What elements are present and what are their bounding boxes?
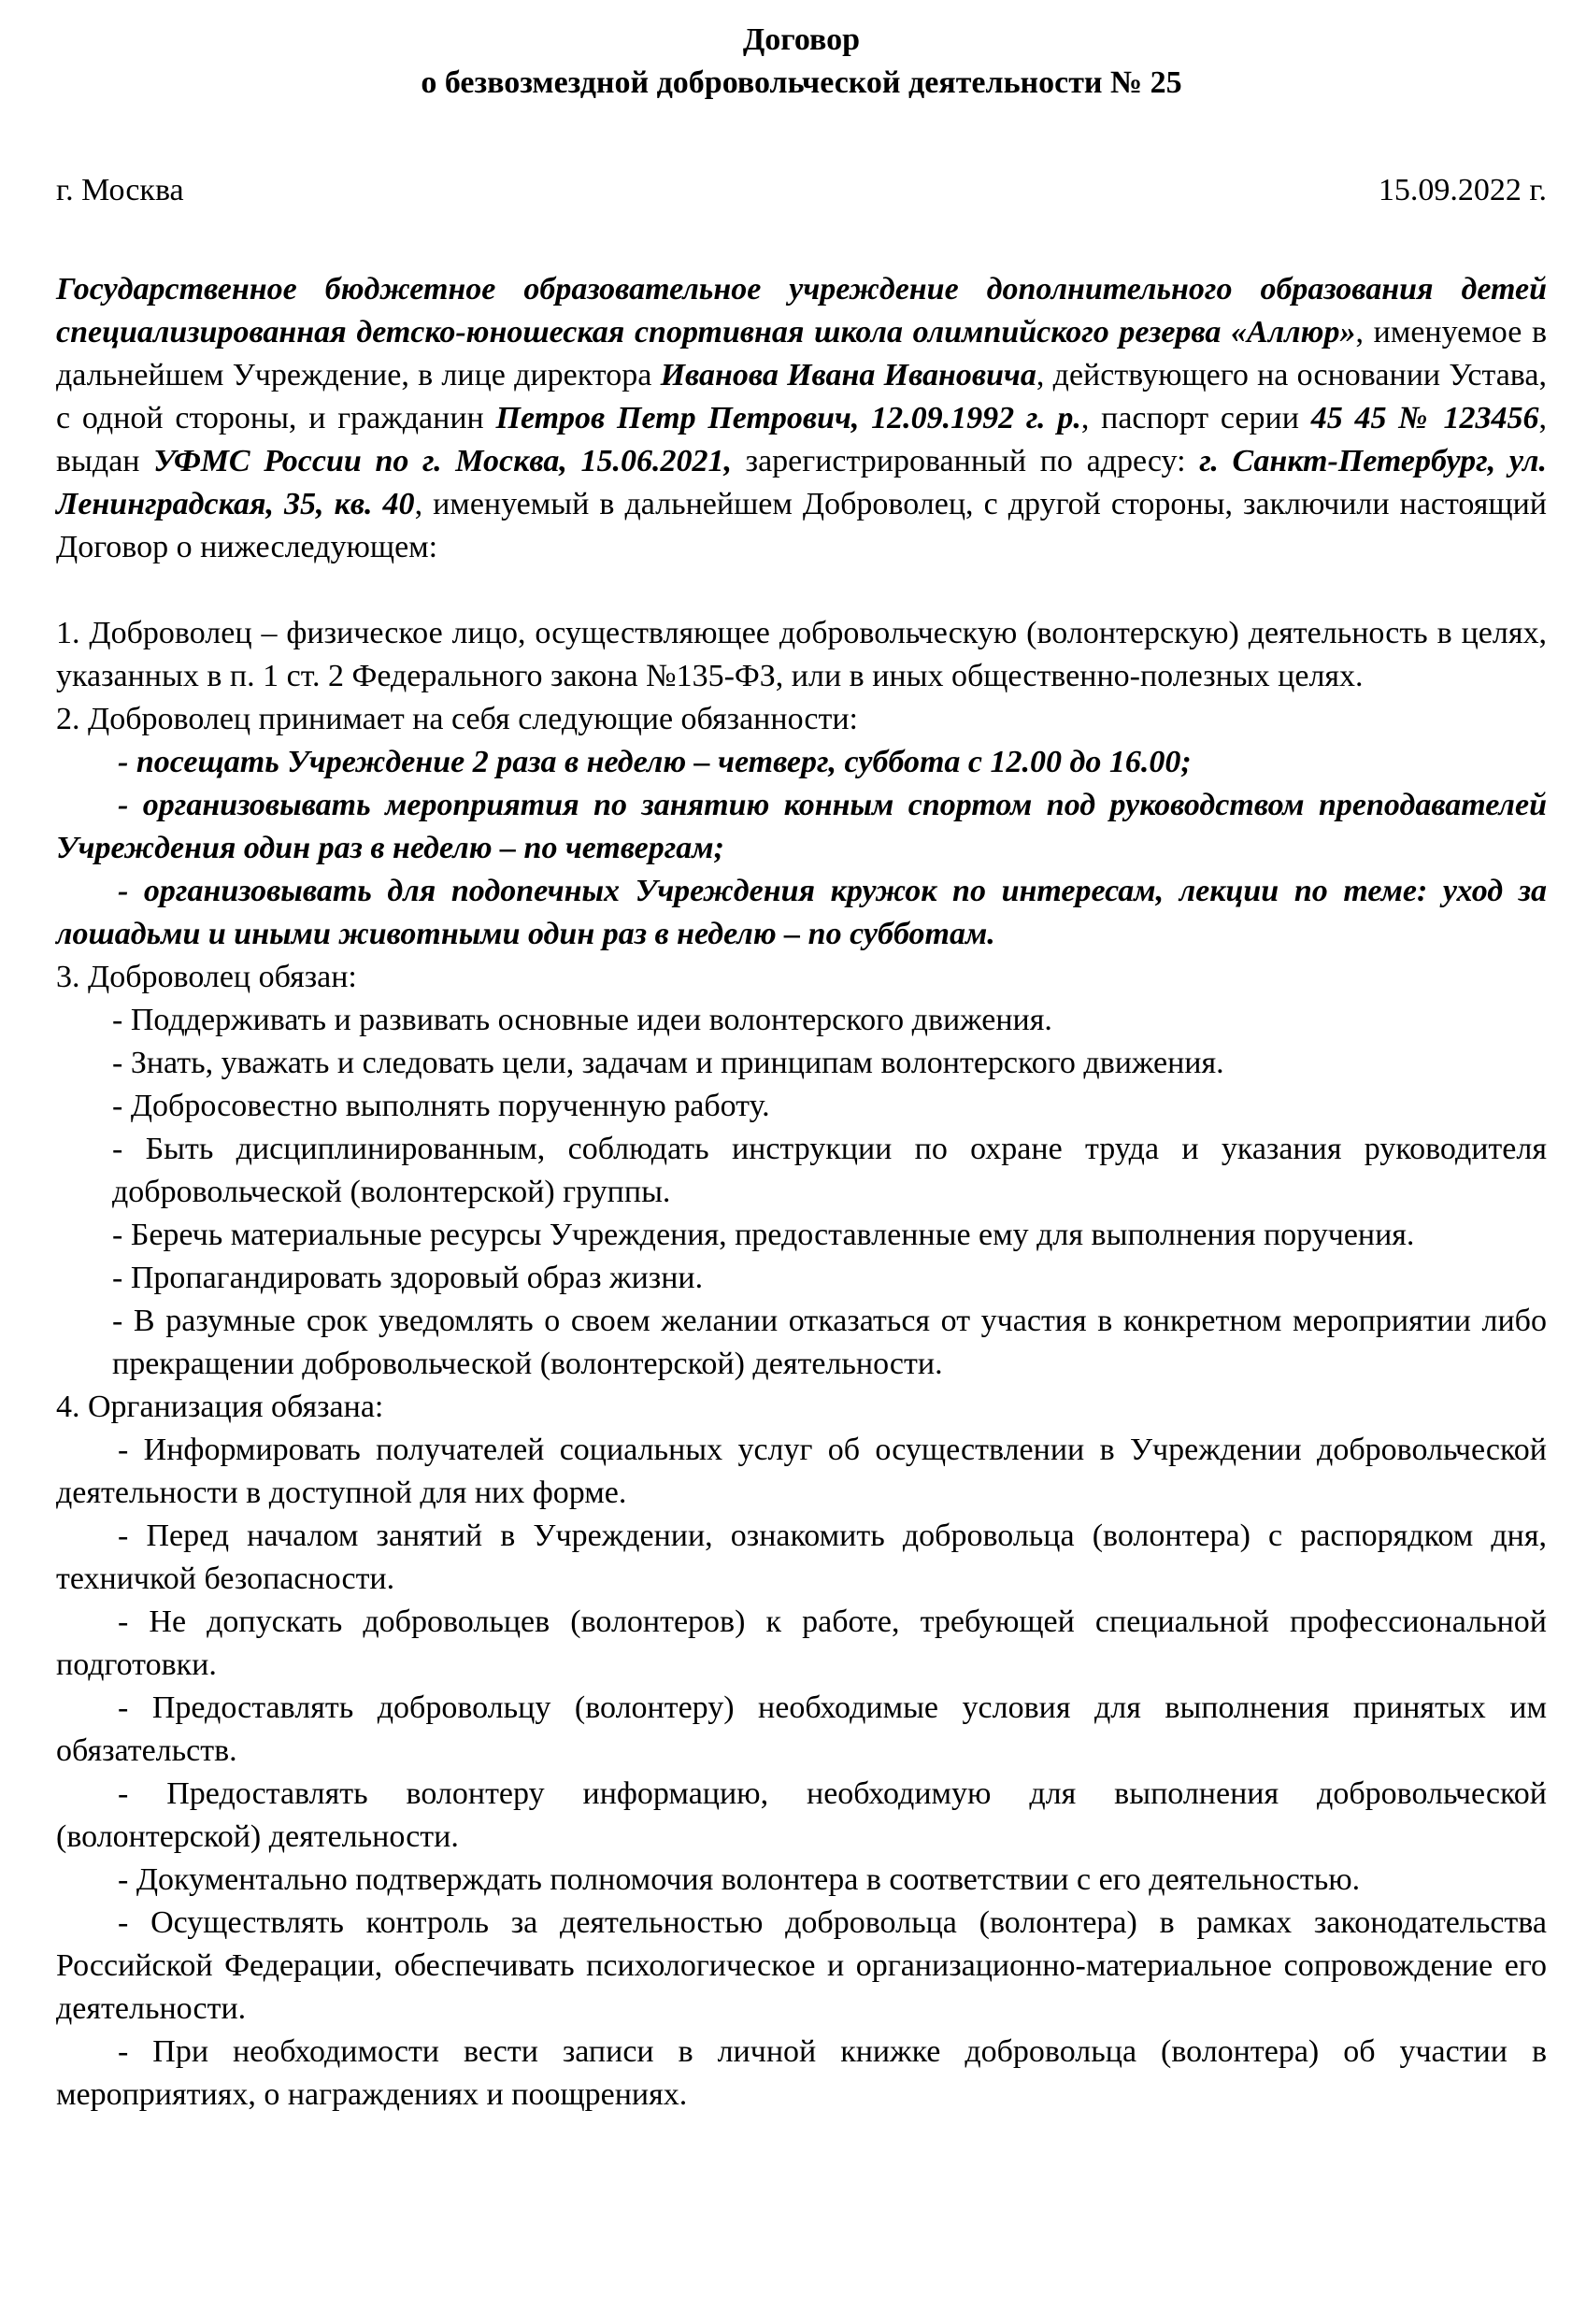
- preamble-text-4: , выдан: [56, 401, 1547, 478]
- section-4-item-1: - Информировать получателей социальных услуг об осуществлении в Учреждении добровольческой деятельности в доступной для них форме.: [56, 1433, 1547, 1510]
- director-name: Иванова Ивана Ивановича: [660, 358, 1036, 392]
- section-3-item-6: - Пропагандировать здоровый образ жизни.: [112, 1261, 704, 1295]
- section-4-item-5: - Предоставлять волонтеру информацию, необходимую для выполнения добровольческой (волонтерской) деятельности.: [56, 1776, 1547, 1854]
- org-name: Государственное бюджетное образовательное учреждение дополнительного образования детей специализированная детско-юношеская спортивная школа олимпийского резерва «Аллюр»: [56, 272, 1547, 349]
- section-3-heading: 3. Доброволец обязан:: [56, 960, 357, 994]
- place-date-row: [56, 169, 1547, 212]
- section-2-heading: 2. Доброволец принимает на себя следующие обязанности:: [56, 702, 859, 736]
- section-1: 1. Доброволец – физическое лицо, осуществляющее добровольческую (волонтерскую) деятельность в целях, указанных в п. 1 ст. 2 Федерального закона №135-ФЗ, или в иных общественно-полезных целях.: [56, 616, 1547, 693]
- section-3-item-1: - Поддерживать и развивать основные идеи волонтерского движения.: [112, 1003, 1052, 1037]
- preamble-text-2: , действующего на основании Устава, с одной стороны, и гражданин: [56, 358, 1547, 435]
- section-4-item-8: - При необходимости вести записи в личной книжке добровольца (волонтера) об участии в мероприятиях, о награждениях и поощрениях.: [56, 2034, 1547, 2112]
- section-4-item-7: - Осуществлять контроль за деятельностью добровольца (волонтера) в рамках законодательства Российской Федерации, обеспечивать психологическое и организационно-материальное сопровождение его деятельности.: [56, 1905, 1547, 2026]
- preamble-text-3: , паспорт серии: [1080, 401, 1311, 435]
- section-4-item-6: - Документально подтверждать полномочия волонтера в соответствии с его деятельностью.: [118, 1862, 1361, 1897]
- place: г. Москва: [56, 173, 184, 207]
- section-4-item-3: - Не допускать добровольцев (волонтеров) к работе, требующей специальной профессиональной подготовки.: [56, 1604, 1547, 1682]
- section-3-item-5: - Беречь материальные ресурсы Учреждения, предоставленные ему для выполнения поручения.: [112, 1218, 1415, 1252]
- preamble-text-6: , именуемый в дальнейшем Доброволец, с другой стороны, заключили настоящий Договор о нижеследующем:: [56, 487, 1547, 564]
- issued-by: УФМС России по г. Москва, 15.06.2021,: [153, 444, 732, 478]
- section-4-item-2: - Перед началом занятий в Учреждении, ознакомить добровольца (волонтера) с распорядком дня, техничкой безопасности.: [56, 1518, 1547, 1596]
- title-line-2: о безвозмездной добровольческой деятельности № 25: [421, 65, 1182, 100]
- section-2-item-3: - организовывать для подопечных Учреждения кружок по интересам, лекции по теме: уход за лошадьми и иными животными один раз в неделю – по субботам.: [56, 874, 1547, 951]
- passport-number: 45 45 № 123456: [1310, 401, 1539, 435]
- title-line-1: Договор: [742, 22, 861, 57]
- document-title: [56, 19, 1547, 105]
- section-2-item-1: - посещать Учреждение 2 раза в неделю – четверг, суббота с 12.00 до 16.00;: [118, 745, 1192, 779]
- date: 15.09.2022 г.: [1378, 173, 1547, 207]
- section-3-item-4: - Быть дисциплинированным, соблюдать инструкции по охране труда и указания руководителя добровольческой (волонтерской) группы.: [112, 1132, 1547, 1209]
- volunteer-name: Петров Петр Петрович, 12.09.1992 г. р.: [495, 401, 1081, 435]
- section-4-heading: 4. Организация обязана:: [56, 1390, 384, 1424]
- address: г. Санкт-Петербург, ул. Ленинградская, 35, кв. 40: [56, 444, 1547, 521]
- section-2-item-2: - организовывать мероприятия по занятию конным спортом под руководством преподавателей Учреждения один раз в неделю – по четвергам;: [56, 788, 1547, 865]
- preamble-text-1: , именуемое в дальнейшем Учреждение, в лице директора: [56, 315, 1548, 392]
- section-3-item-2: - Знать, уважать и следовать цели, задачам и принципам волонтерского движения.: [112, 1046, 1224, 1080]
- preamble-text-5: зарегистрированный по адресу:: [731, 444, 1200, 478]
- section-4-item-4: - Предоставлять добровольцу (волонтеру) необходимые условия для выполнения принятых им обязательств.: [56, 1690, 1547, 1768]
- preamble-paragraph: [56, 268, 1547, 569]
- section-3-item-3: - Добросовестно выполнять порученную работу.: [112, 1089, 770, 1123]
- section-3-item-7: - В разумные срок уведомлять о своем желании отказаться от участия в конкретном мероприятии либо прекращении добровольческой (волонтерской) деятельности.: [112, 1304, 1547, 1381]
